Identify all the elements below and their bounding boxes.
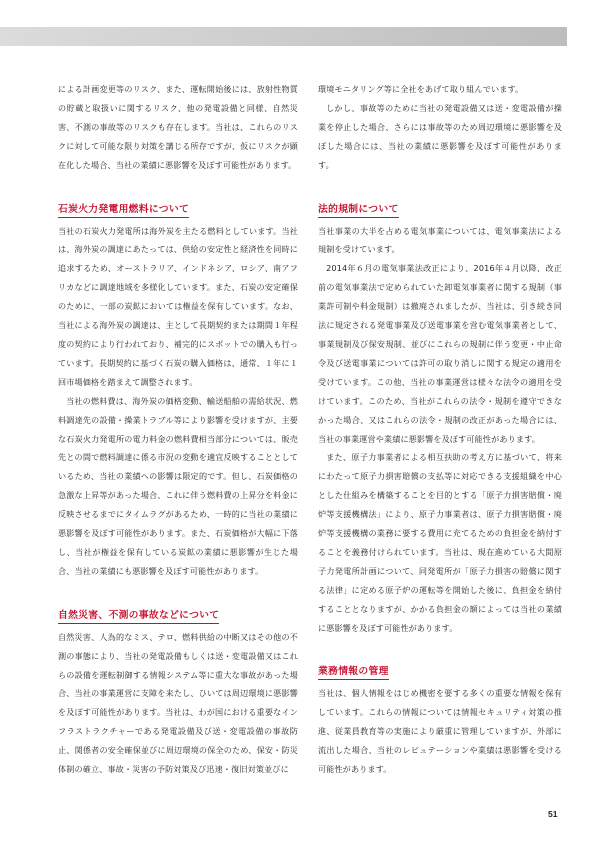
header-band (0, 27, 567, 46)
paragraph: 当社事業の大半を占める電気事業については、電気事業法による規制を受けています。 (318, 225, 562, 255)
paragraph: 当社の燃料費は、海外炭の価格変動、輸送船舶の需給状況、燃料調達先の設備・操業トラブル等により影響を受けますが、主要な石炭火力発電所の電力料金の燃料費相当部分については、販売先との間で燃料調達に係る市況の変動を適宜反映することとしているため、当社の業績への影響は限定的です。但し、石炭価格の急激な上昇等があった場合、これに伴う燃料費の上昇分を料金に反映させるまでにタイムラグがあるため、一時的に当社の業績に悪影響を及ぼす可能性があります。また、石炭価格が大幅に下落し、当社が権益を保有している炭鉱の業績に悪影響が生じた場合、当社の業績にも悪影響を及ぼす可能性があります。 (58, 395, 298, 576)
paragraph: 2014年６月の電気事業法改正により、2016年４月以降、改正前の電気事業法で定められていた卸電気事業者に関する規制（事業許可制や料金規制）は撤廃されましたが、当社は、引き続き同法に規定される発電事業及び送電事業を営む電気事業者として、事業規制及び保安規制、並びにこれらの規制に伴う変更・中止命令及び送電事業については許可の取り消しに関する規定の適用を受けています。この他、当社の事業運営は様々な法令の適用を受けています。このため、当社がこれらの法令・規制を遵守できなかった場合、又はこれらの法令・規制の改正があった場合には、当社の事業運営や業績に悪影響を及ぼす可能性があります。 (318, 263, 562, 444)
paragraph: 環境モニタリング等に全社をあげて取り組んでいます。 (318, 84, 524, 94)
paragraph: 自然災害、人為的なミス、テロ、燃料供給の中断又はその他の不測の事態により、当社の発電設備もしくは送・変電設備又はこれらの設備を運転制御する情報システム等に重大な事故があった場合、当社の事業運営に支障を来たし、ひいては周辺環境に悪影響を及ぼす可能性があります。当社は、わが国における重要なインフラストラクチャーである発電設備及び送・変電設備の事故防止、関係者の安全確保並びに周辺環境の保全のため、保安・防災体制の確立、事故・災害の予防対策及び迅速・復旧対策並びに (58, 631, 298, 775)
section-heading-disasters: 自然災害、不測の事故などについて (58, 609, 219, 624)
paragraph: 当社の石炭火力発電所は海外炭を主たる燃料としています。当社は、海外炭の調達にあたっては、供給の安定性と経済性を同時に追求するため、オーストラリア、インドネシア、ロシア、南アフリカなどに調達地域を多様化しています。また、石炭の安定確保のために、一部の炭鉱においては権益を保有しています。なお、当社による海外炭の調達は、主として長期契約または期間１年程度の契約により行われており、補完的にスポットでの購入も行っています。長期契約に基づく石炭の購入価格は、通常、１年に１回市場価格を踏まえて調整されます。 (58, 225, 298, 387)
section-heading-information-management: 業務情報の管理 (318, 665, 389, 680)
page-number: 51 (548, 809, 558, 819)
section-heading-wrap (58, 603, 298, 624)
left-column (58, 80, 298, 779)
section-heading-wrap (318, 659, 562, 680)
paragraph: 当社は、個人情報をはじめ機密を要する多くの重要な情報を保有しています。これらの情報については情報セキュリティ対策の推進、従業員教育等の実施により厳重に管理していますが、外部に流出した場合、当社のレピュテーションや業績は悪影響を受ける可能性があります。 (318, 688, 562, 775)
paragraph: による計画変更等のリスク、また、運転開始後には、放射性物質の貯蔵と取扱いに関するリスク、他の発電設備と同様、自然災害、不測の事故等のリスクも存在します。当社は、これらのリスクに対して可能な限り対策を講じる所存ですが、仮にリスクが顕在化した場合、当社の業績に悪影響を及ぼす可能性があります。 (58, 84, 298, 170)
section-heading-legal-regulation: 法的規制について (318, 203, 399, 218)
section-heading-coal-fuel: 石炭火力発電用燃料について (58, 203, 189, 218)
paragraph: しかし、事故等のために当社の発電設備又は送・変電設備が操業を停止した場合、さらには事故等のため周辺環境に悪影響を及ぼした場合には、当社の業績に悪影響を及ぼす可能性があります。 (318, 102, 562, 170)
paragraph: また、原子力事業者による相互扶助の考え方に基づいて、将来にわたって原子力損害賠償の支払等に対応できる支援組織を中心とした仕組みを構築することを目的とする「原子力損害賠償・廃炉等支援機構法」により、原子力事業者は、原子力損害賠償・廃炉等支援機構の業務に要する費用に充てるための負担金を納付することを義務付けられています。当社は、現在進めている大間原子力発電所計画について、同発電所が「原子力損害の賠償に関する法律」に定める原子炉の運転等を開始した後に、負担金を納付することとなりますが、かかる負担金の額によっては当社の業績に悪影響を及ぼす可能性があります。 (318, 452, 562, 633)
section-heading-wrap (318, 197, 562, 218)
section-heading-wrap (58, 197, 298, 218)
right-column (318, 80, 562, 779)
